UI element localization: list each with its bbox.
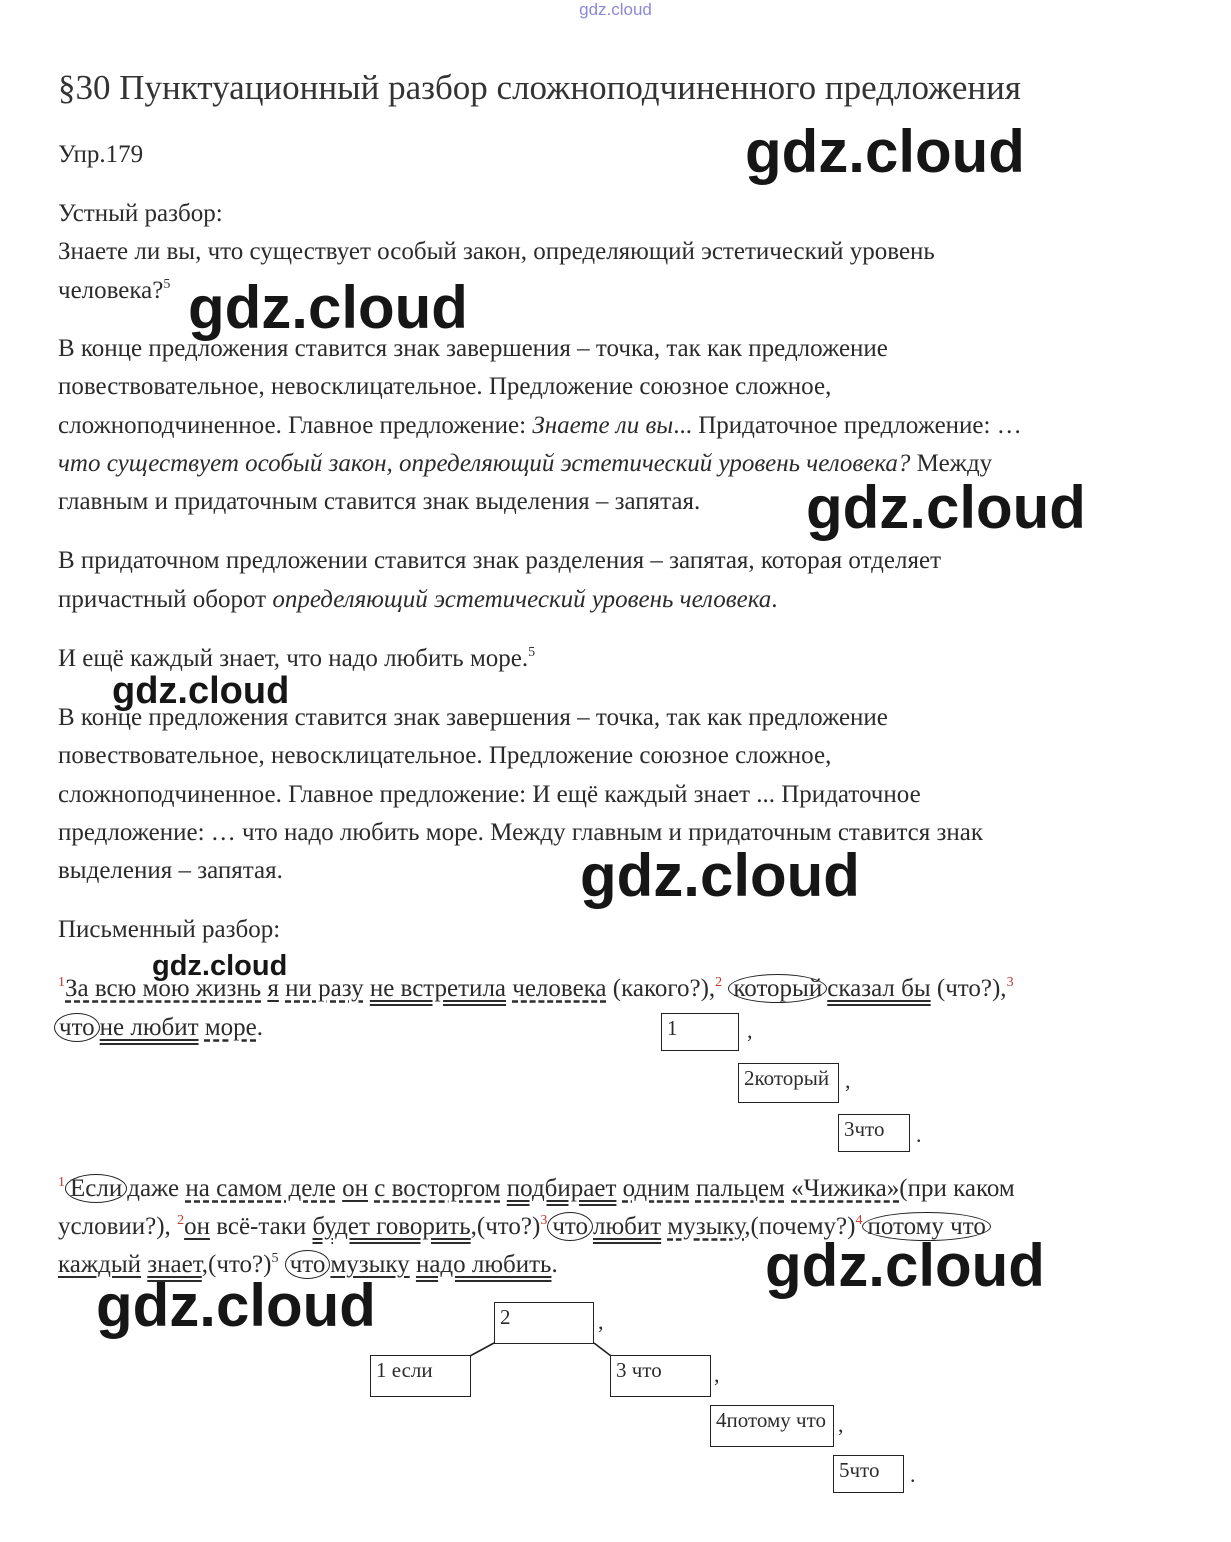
analysis-3-line-3: сложноподчиненное. Главное предложение: И ещё каждый знает ... Придаточное [58,781,921,808]
exercise-number: Упр.179 [58,141,144,168]
predicate: не любит [99,1014,199,1041]
object: музыку [667,1213,745,1240]
watermark: gdz.cloud [152,950,288,982]
adverbial: на самом деле [185,1175,336,1202]
watermark: gdz.cloud [580,842,860,909]
scheme-2-box-2: 2 [494,1302,594,1344]
analysis-1-line-2: повествовательное, невосклицательное. Предложение союзное сложное, [58,373,832,400]
particle: даже [127,1175,180,1202]
subject: музыку [330,1251,410,1278]
sentence-2-text: И ещё каждый знает, что надо любить море. [58,645,529,672]
watermark: gdz.cloud [806,474,1086,541]
scheme-1-box-1: 1 [661,1013,739,1051]
analysis-1-line-3 [58,411,1022,441]
question: ,(что?) [201,1251,272,1278]
scheme-1-comma: , [845,1068,851,1093]
scheme-2-box-5: 5что [833,1455,904,1493]
analysis-3-line-1: В конце предложения ставится знак завершения – точка, так как предложение [58,704,888,731]
analysis-3-line-5: выделения – запятая. [58,857,283,884]
analysis-1-between: Между [910,450,993,477]
subject: он [184,1213,210,1240]
analysis-1-line-5: главным и придаточным ставится знак выделения – запятая. [58,488,701,515]
conjunction-circled: потому что [862,1212,990,1241]
particle: всё-таки [216,1213,307,1240]
watermark: gdz.cloud [96,1272,376,1339]
scheme-1-comma: , [747,1018,753,1043]
clause-number: 1 [58,975,65,990]
scheme-2-comma: , [714,1362,720,1387]
clause-number: 4 [855,1213,863,1228]
predicate: не встретила [369,975,507,1002]
analysis-3-line-2: повествовательное, невосклицательное. Предложение союзное сложное, [58,742,832,769]
predicate: подбирает [506,1175,617,1202]
analysis-2-label: причастный оборот [58,586,273,613]
object: «Чижика» [791,1175,900,1202]
watermark-top: gdz.cloud [579,0,652,19]
analysis-3-line-4: предложение: … что надо любить море. Между главным и придаточным ставится знак [58,819,984,846]
attribute: одним [622,1175,690,1202]
analysis-1-sub-clause: что существует особый закон, определяющий эстетический уровень человека? [58,450,911,477]
question: ,(что?) [470,1213,541,1240]
predicate: знает [147,1251,202,1278]
scheme-1-dot: . [916,1122,922,1147]
oral-heading: Устный разбор: [58,200,223,227]
question: условии?), [58,1213,171,1240]
conjunction-circled: Если [65,1174,127,1203]
scheme-2-comma: , [598,1309,604,1334]
watermark: gdz.cloud [188,274,468,341]
subject: он [342,1175,369,1202]
scheme-2-box-1: 1 если [370,1355,471,1397]
subject: каждый [58,1251,142,1278]
written-heading: Письменный разбор: [58,916,281,943]
sentence-1-end: человека? [58,277,164,304]
scheme-1-box-2: 2который [738,1063,839,1103]
clause-number: 2 [715,975,723,990]
clause-number: 5 [271,1251,279,1266]
scheme-1-box-3: 3что [838,1114,910,1152]
page-title: §30 Пунктуационный разбор сложноподчиненного предложения [58,68,1021,107]
predicate: будет говорить [312,1213,471,1240]
question: ,(почему?) [744,1213,856,1240]
sentence-1-line-2 [58,276,170,306]
sentence-1-line-1: Знаете ли вы, что существует особый закон, определяющий эстетический уровень [58,238,935,265]
analysis-2-dot: . [771,586,778,613]
example-2-line-1 [58,1174,1015,1204]
clause-number: 3 [540,1213,548,1228]
object: человека [512,975,607,1002]
conjunction-circled: который [728,974,827,1003]
analysis-2-line-1: В придаточном предложении ставится знак разделения – запятая, которая отделяет [58,547,941,574]
analysis-1-sub-label: ... Придаточное предложение: … [673,412,1022,439]
clause-number: 3 [1006,975,1014,990]
analysis-1-main-clause: Знаете ли вы [532,412,674,439]
adverbial: ни разу [285,975,364,1002]
watermark: gdz.cloud [765,1232,1045,1299]
adverbial: За всю мою жизнь [65,975,262,1002]
conjunction-circled: что [54,1013,100,1042]
object: море [204,1014,257,1041]
analysis-2-line-2 [58,585,778,615]
analysis-1-main-label: сложноподчиненное. Главное предложение: [58,412,533,439]
subject: я [267,975,279,1002]
end-dot: . [256,1014,263,1041]
predicate: любит [592,1213,662,1240]
clause-number: 2 [177,1213,185,1228]
sentence-2-count: 5 [528,645,536,660]
adverbial: с восторгом [374,1175,501,1202]
scheme-2-box-3: 3 что [610,1355,711,1397]
watermark: gdz.cloud [745,118,1025,185]
example-1-line-2 [54,1013,263,1043]
predicate: надо любить [415,1251,552,1278]
scheme-2-comma: , [838,1412,844,1437]
adverbial: пальцем [695,1175,785,1202]
question: (при каком [899,1175,1015,1202]
end-dot: . [551,1251,558,1278]
analysis-2-phrase: определяющий эстетический уровень человека [272,586,772,613]
analysis-1-line-1: В конце предложения ставится знак завершения – точка, так как предложение [58,335,888,362]
conjunction-circled: что [547,1212,593,1241]
question: (какого?), [612,975,716,1002]
watermark: gdz.cloud [112,670,290,712]
sentence-1-count: 5 [163,277,171,292]
question: (что?), [936,975,1007,1002]
scheme-2-box-4: 4потому что [710,1405,834,1447]
conjunction-circled: что [285,1250,331,1279]
clause-number: 1 [58,1175,65,1190]
predicate: сказал бы [827,975,931,1002]
scheme-2-dot: . [910,1462,916,1487]
